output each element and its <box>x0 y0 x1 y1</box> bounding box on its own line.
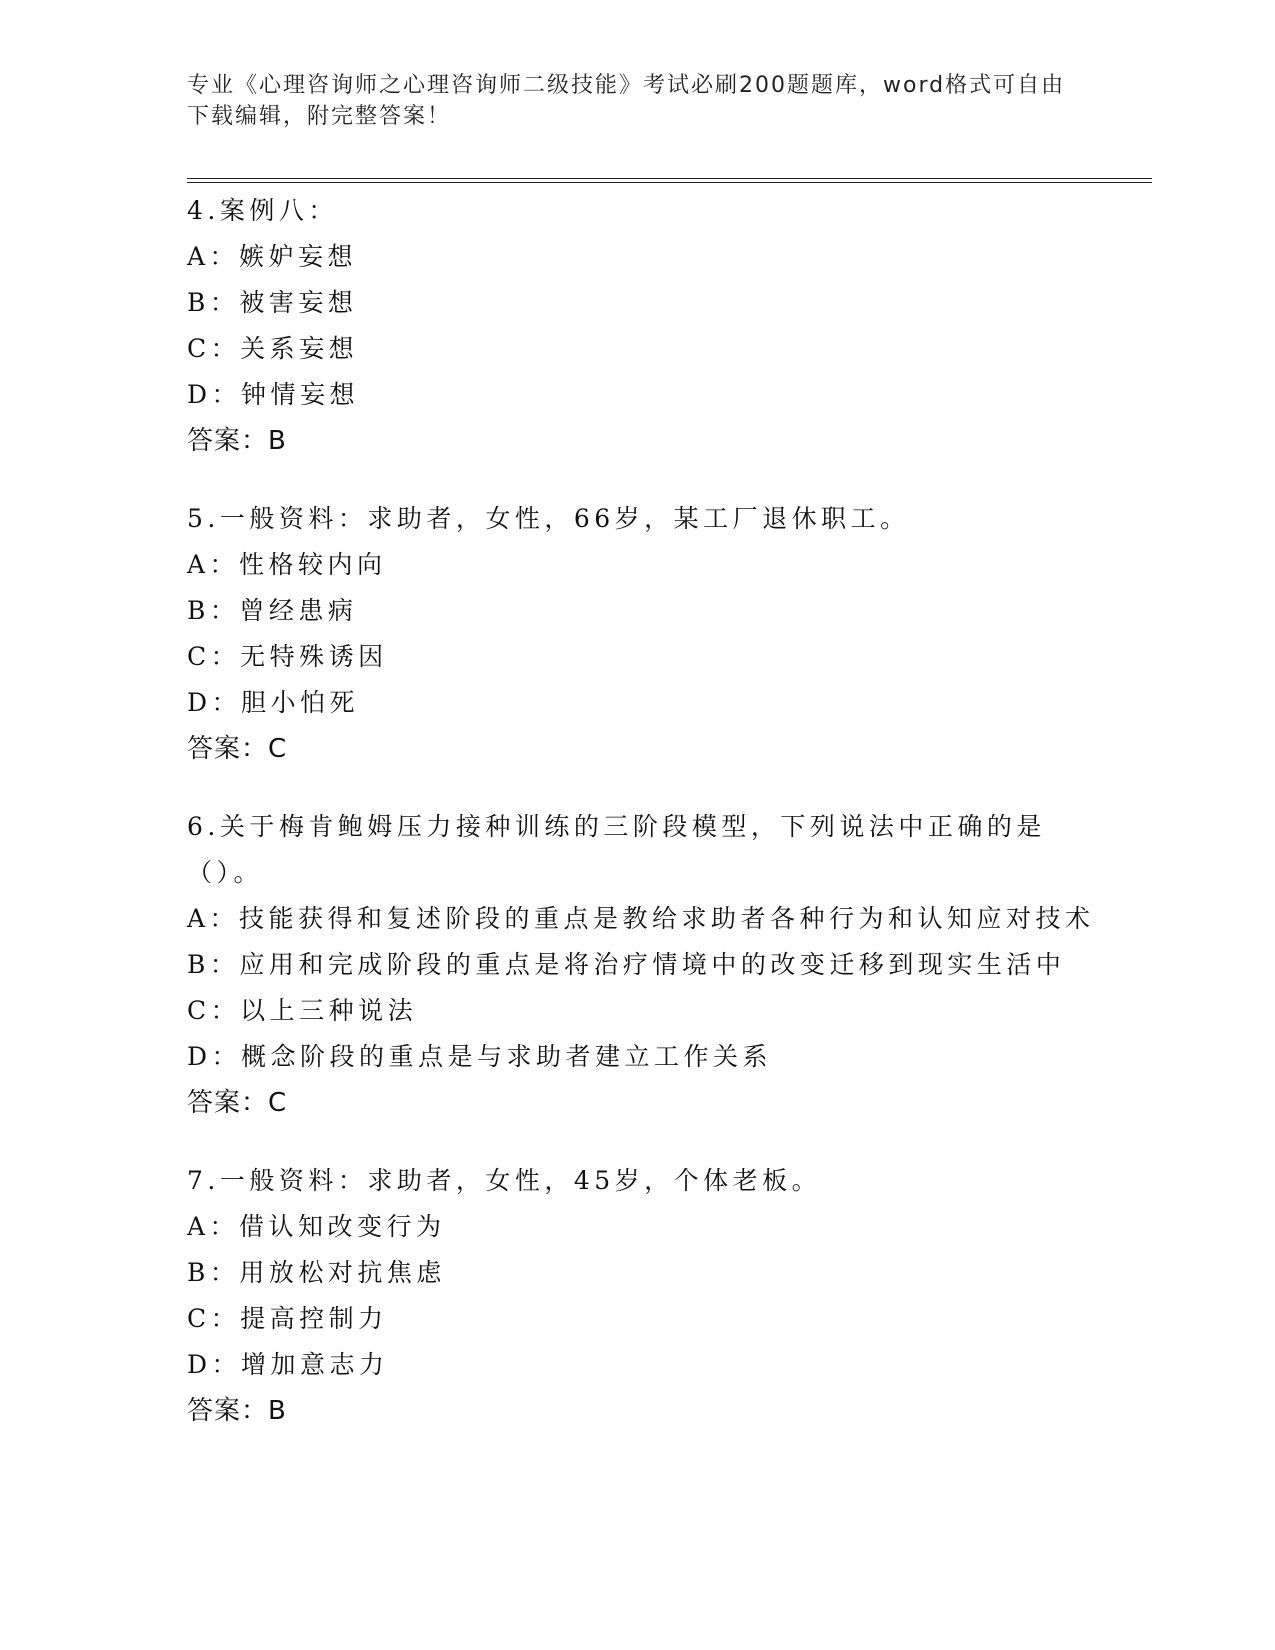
document-header: 专业《心理咨询师之心理咨询师二级技能》考试必刷200题题库，word格式可自由下载编辑，附完整答案！ <box>187 73 1066 129</box>
option-c: C：提高控制力 <box>187 1304 388 1333</box>
question-7 <box>187 1158 1152 1434</box>
question-stem: 5.一般资料：求助者，女性，66岁，某工厂退休职工。 <box>187 504 910 533</box>
option-b: B：应用和完成阶段的重点是将治疗情境中的改变迁移到现实生活中 <box>187 950 1066 979</box>
question-stem: 7.一般资料：求助者，女性，45岁，个体老板。 <box>187 1166 822 1195</box>
question-stem: 6.关于梅肯鲍姆压力接种训练的三阶段模型，下列说法中正确的是（）。 <box>187 812 1046 887</box>
question-list <box>187 188 1152 1466</box>
option-a: A：技能获得和复述阶段的重点是教给求助者各种行为和认知应对技术 <box>187 904 1095 933</box>
option-c: C：无特殊诱因 <box>187 642 388 671</box>
option-d: D：钟情妄想 <box>187 380 360 409</box>
question-stem: 4.案例八： <box>187 196 338 225</box>
option-b: B：曾经患病 <box>187 596 358 625</box>
option-c: C：关系妄想 <box>187 334 359 363</box>
answer: 答案：C <box>187 1088 288 1118</box>
option-c: C：以上三种说法 <box>187 996 418 1025</box>
question-5 <box>187 496 1152 772</box>
answer: 答案：B <box>187 1396 287 1426</box>
option-d: D：概念阶段的重点是与求助者建立工作关系 <box>187 1042 773 1071</box>
answer: 答案：B <box>187 426 287 456</box>
option-d: D：胆小怕死 <box>187 688 360 717</box>
option-d: D：增加意志力 <box>187 1350 389 1379</box>
question-4 <box>187 188 1152 464</box>
question-6 <box>187 804 1152 1126</box>
option-a: A：性格较内向 <box>187 550 387 579</box>
answer: 答案：C <box>187 734 288 764</box>
option-a: A：借认知改变行为 <box>187 1212 446 1241</box>
option-b: B：被害妄想 <box>187 288 358 317</box>
option-b: B：用放松对抗焦虑 <box>187 1258 446 1287</box>
header-divider-bottom <box>187 182 1152 183</box>
option-a: A：嫉妒妄想 <box>187 242 358 271</box>
header-divider-top <box>187 178 1152 179</box>
